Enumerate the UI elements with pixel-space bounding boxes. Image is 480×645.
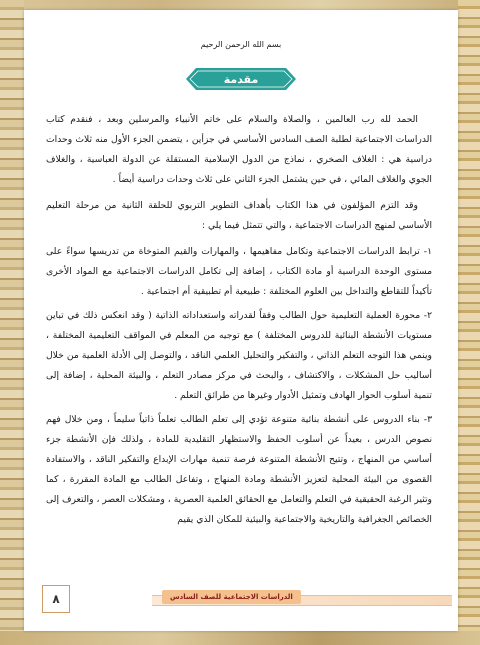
page-footer (42, 585, 452, 611)
objective-item-1: ١- ترابط الدراسات الاجتماعية وتكامل مفاهيمها ، والمهارات والقيم المتوخاة من تدريسها سواءً على مستوى الوحدة الدراسية أو مادة الكتاب ، إضافة إلى تكامل الدراسات الاجتماعية مع المواد الأخرى تأكيداً للتقاطع والتداخل بين العلوم المختلفة : طبيعية أم تطبيقية أم اجتماعية . (46, 246, 432, 297)
book-label: الدراسات الاجتماعية للصف السادس (162, 590, 301, 604)
objective-item-3: ٣- بناء الدروس على أنشطة بنائية متنوعة تؤدي إلى تعلم الطالب تعلماً ذاتياً سليماً ، ومن خلال فهم نصوص الدرس ، بعيداً عن أسلوب الحفظ والاستظهار التقليدية للمادة ، ولذلك فإن الأنشطة جزء أساسي من المنهاج ، وتتيح الأنشطة المتنوعة فرصة تنمية مهارات الإبداع والتفكير الناقد ، والاستفادة القصوى من البيئة المحلية لتعزيز الأنشطة ومادة المنهاج ، وتفاعل الطالب مع المادة المقررة ، كما وتثير الرغبة الحقيقية في التعلم والتعامل مع الحقائق العلمية العصرية ، ومشكلات العصر ، والتعرف إلى الخصائص الجغرافية والتاريخية والاجتماعية والبيئية للمكان الذي يقيم (46, 414, 432, 525)
decorative-border-bottom (0, 631, 480, 645)
main-text (46, 110, 432, 534)
intro-paragraph: الحمد لله رب العالمين ، والصلاة والسلام على خاتم الأنبياء والمرسلين وبعد ، فنقدم كتاب الدراسات الاجتماعية لطلبة الصف السادس الأساسي في جزأين ، يتضمن الجزء الأول منه ثلاث وحدات دراسية هي : الغلاف الصخري ، نماذج من الدول الإسلامية المستقلة عن الدولة العباسية ، والغلاف الجوي والغلاف المائي ، في حين يشتمل الجزء الثاني على ثلاث وحدات دراسية أيضاً . (46, 114, 432, 185)
decorative-border-top (0, 0, 480, 10)
basmala-heading: بسم الله الرحمن الرحيم (200, 40, 282, 49)
page-sheet (24, 10, 458, 631)
title-banner (186, 68, 296, 90)
page-number: ٨ (42, 585, 70, 613)
decorative-border-right (458, 0, 480, 645)
objectives-paragraph: وقد التزم المؤلفون في هذا الكتاب بأهداف التطوير التربوي للحلقة الثانية من مرحلة التعليم الأساسي لمنهج الدراسات الاجتماعية ، والتي تتمثل فيما يلي : (46, 200, 432, 231)
decorative-border-left (0, 0, 24, 645)
page-title: مقدمة (223, 72, 259, 86)
objective-item-2: ٢- محورة العملية التعليمية حول الطالب وفقاً لقدراته واستعداداته الذاتية ( وقد انعكس ذلك في تباين مستويات الأنشطة البنائية للدروس المختلفة ) مع توجيه من المعلم في المواقف التعليمية المختلفة ، وينمي هذا التوجه التعلم الذاتي ، والتفكير والتحليل العلمي الناقد ، والتوصل إلى الأدلة العلمية من خلال أساليب حل المشكلات ، والاكتشاف ، والبحث في مركز مصادر التعلم ، والبيئة المحلية ، إضافة إلى تنمية أسلوب الحوار الهادف وتمثيل الأدوار وغيرها من طرائق التعلم . (46, 310, 432, 401)
